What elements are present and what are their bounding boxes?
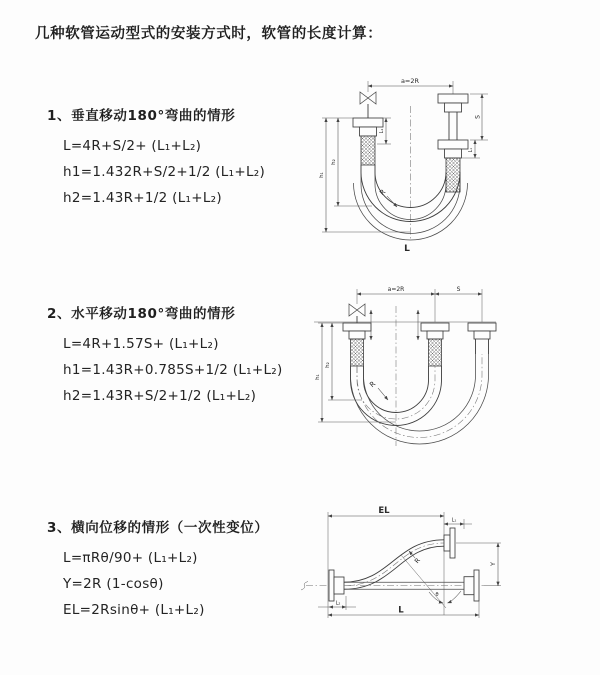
section-vertical-bend bbox=[47, 104, 265, 211]
dim-a2r-label: a=2R bbox=[400, 77, 420, 85]
formula-line: L=πRθ/90+ (L₁+L₂) bbox=[63, 550, 198, 566]
formula-line: EL=2Rsinθ+ (L₁+L₂) bbox=[63, 602, 205, 618]
dim-h1-label: h₁ bbox=[315, 374, 321, 380]
left-flange bbox=[329, 570, 344, 601]
formula-line: L=4R+S/2+ (L₁+L₂) bbox=[63, 138, 202, 154]
formula-line: h1=1.43R+0.785S+1/2 (L₁+L₂) bbox=[63, 362, 283, 378]
section-1-formulas bbox=[63, 133, 265, 211]
dim-l-label: L bbox=[398, 605, 404, 616]
dim-a2r bbox=[357, 286, 482, 322]
formula-line: h2=1.43R+1/2 (L₁+L₂) bbox=[63, 190, 222, 206]
radius-leader bbox=[368, 380, 388, 400]
right-flange-upper bbox=[438, 94, 468, 112]
diagram-vertical-bend bbox=[310, 72, 600, 262]
formula-line: h2=1.43R+S/2+1/2 (L₁+L₂) bbox=[63, 388, 257, 404]
braided-hose-left bbox=[361, 136, 375, 165]
dim-el-label: EL bbox=[378, 506, 390, 516]
valve-icon bbox=[360, 92, 376, 118]
dim-s-label: S bbox=[474, 115, 482, 119]
dim-l bbox=[328, 601, 479, 618]
dim-s-label: S bbox=[456, 286, 461, 293]
radius-label: R bbox=[378, 187, 388, 198]
section-3-heading: 3、横向位移的情形（一次性变位） bbox=[47, 520, 269, 536]
right-flange bbox=[464, 570, 479, 601]
section-2-heading: 2、水平移动180°弯曲的情形 bbox=[47, 306, 236, 322]
angle-theta-label: θ bbox=[435, 592, 439, 598]
middle-flange bbox=[421, 323, 449, 339]
section-1-heading: 1、垂直移动180°弯曲的情形 bbox=[47, 108, 236, 124]
page-title: 几种软管运动型式的安装方式时，软管的长度计算： bbox=[35, 26, 383, 42]
section-horizontal-bend bbox=[47, 302, 283, 409]
dim-h1-label: h₁ bbox=[319, 172, 325, 178]
dim-y-label: Y bbox=[489, 562, 497, 566]
dim-s bbox=[435, 286, 482, 294]
radius-label: R bbox=[368, 379, 378, 390]
right-flange bbox=[468, 323, 496, 339]
length-label: L bbox=[404, 244, 410, 254]
dim-a2r bbox=[368, 77, 453, 94]
formula-line: h1=1.432R+S/2+1/2 (L₁+L₂) bbox=[63, 164, 266, 180]
section-2-formulas bbox=[63, 331, 283, 409]
radius-label: R bbox=[412, 556, 422, 566]
braided-hose-middle bbox=[429, 339, 442, 366]
formula-line: Y=2R (1-cosθ) bbox=[63, 576, 164, 592]
dim-l1-label: L₁ bbox=[451, 517, 457, 524]
valve-icon bbox=[349, 304, 365, 323]
formula-line: L=4R+1.57S+ (L₁+L₂) bbox=[63, 336, 219, 352]
angle-theta bbox=[401, 555, 461, 608]
dim-l2-label: L₂ bbox=[335, 600, 341, 607]
dim-h2-label: h₂ bbox=[331, 159, 337, 165]
displaced-end-flange bbox=[444, 528, 455, 558]
s-curve-hose bbox=[344, 540, 444, 589]
dim-l2 bbox=[318, 596, 356, 610]
section-3-formulas bbox=[63, 545, 269, 623]
braided-hose-left bbox=[351, 339, 364, 366]
dim-l1 bbox=[444, 518, 472, 530]
dim-h2-label: h₂ bbox=[325, 362, 331, 368]
dim-el bbox=[328, 506, 444, 618]
hose-u-bend-position2 bbox=[351, 354, 489, 444]
dim-l1-right-label: L₁ bbox=[469, 147, 474, 153]
diagram-lateral-displacement bbox=[298, 498, 600, 658]
dim-a2r-label: a=2R bbox=[387, 286, 405, 293]
diagram-horizontal-bend bbox=[310, 280, 600, 472]
right-flange-lower bbox=[438, 140, 468, 158]
left-flange bbox=[343, 323, 371, 339]
dim-s bbox=[470, 94, 488, 140]
dim-l1-left-label: L₁ bbox=[379, 128, 385, 134]
section-lateral-displacement bbox=[47, 516, 269, 623]
fitting-dims bbox=[371, 310, 418, 340]
